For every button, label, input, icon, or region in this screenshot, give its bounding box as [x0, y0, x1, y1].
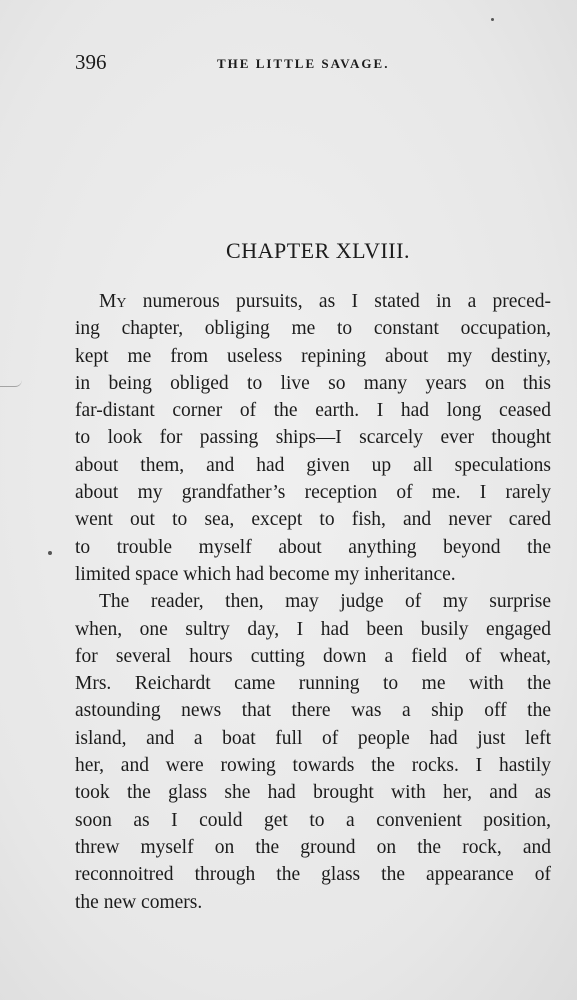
body-text	[75, 288, 551, 916]
page-number: 396	[75, 50, 107, 74]
text-line: limited space which had become my inheritance.	[75, 563, 456, 585]
paper-speck	[491, 18, 494, 21]
text-line: astounding news that there was a ship off the	[75, 700, 551, 722]
text-line: when, one sultry day, I had been busily engaged	[75, 618, 551, 640]
text-line: in being obliged to live so many years on this	[75, 372, 551, 394]
chapter-heading: CHAPTER XLVIII.	[226, 238, 410, 263]
text-line: soon as I could get to a convenient position,	[75, 809, 551, 831]
paper-speck	[48, 551, 52, 555]
text-line: for several hours cutting down a field of wheat,	[75, 645, 551, 667]
running-head	[75, 50, 545, 74]
text-line: island, and a boat full of people had just left	[75, 727, 551, 749]
text-line: about my grandfather’s reception of me. I rarely	[75, 482, 551, 504]
text-line: took the glass she had brought with her, and as	[75, 782, 551, 804]
text-line: far-distant corner of the earth. I had long ceased	[75, 400, 551, 422]
text-line: ing chapter, obliging me to constant occupation,	[75, 318, 551, 340]
text-line: threw myself on the ground on the rock, and	[75, 836, 551, 858]
text-line: The reader, then, may judge of my surprise	[99, 591, 551, 613]
text-line: her, and were rowing towards the rocks. I hastily	[75, 755, 551, 777]
text-line: reconnoitred through the glass the appearance of	[75, 864, 551, 886]
text-line: the new comers.	[75, 891, 203, 913]
paragraph-2	[75, 588, 551, 916]
text-line: to trouble myself about anything beyond the	[75, 536, 551, 558]
running-title: THE LITTLE SAVAGE.	[217, 56, 390, 71]
paragraph-1	[75, 288, 551, 588]
drop-word: My	[99, 291, 127, 312]
page-edge-mark	[0, 380, 22, 387]
text-line: went out to sea, except to fish, and never cared	[75, 509, 551, 531]
text-line	[75, 288, 551, 315]
text-line: Mrs. Reichardt came running to me with the	[75, 673, 551, 695]
text-fragment: numerous pursuits, as I stated in a preced-	[126, 291, 551, 312]
text-line: kept me from useless repining about my destiny,	[75, 345, 551, 367]
text-line: about them, and had given up all speculations	[75, 454, 551, 476]
text-line: to look for passing ships—I scarcely ever thought	[75, 427, 551, 449]
